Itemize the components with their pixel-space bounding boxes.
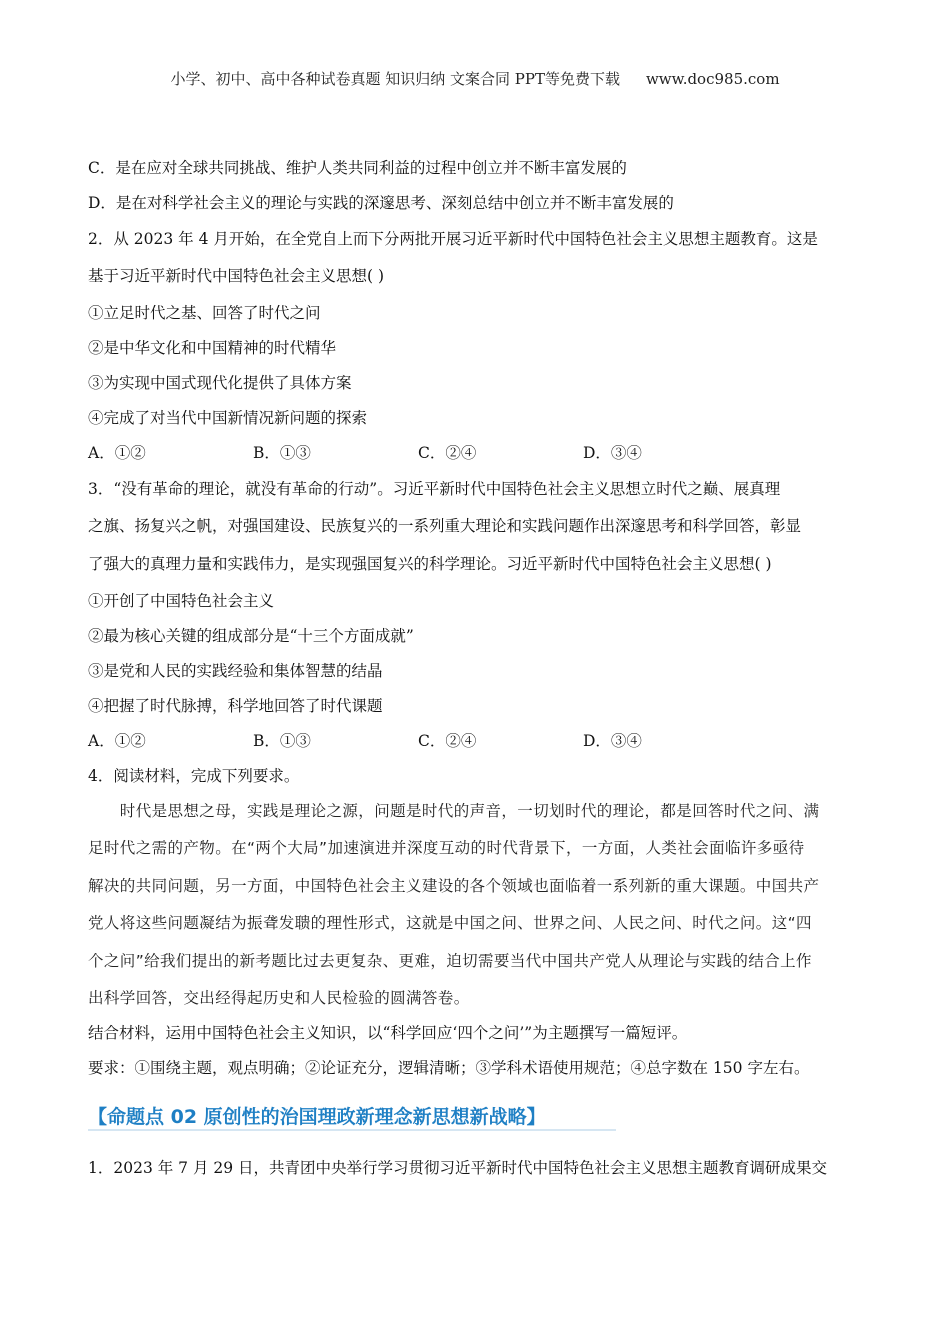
- q4-passage-line: 党人将这些问题凝结为振聋发聩的理性形式，这就是中国之问、世界之问、人民之问、时代之问。这“四: [88, 914, 812, 932]
- q2-item-1: ①立足时代之基、回答了时代之问: [88, 304, 321, 322]
- q3-item-4: ④把握了时代脉搏，科学地回答了时代课题: [88, 697, 383, 715]
- q3-stem-line-1: 3．“没有革命的理论，就没有革命的行动”。习近平新时代中国特色社会主义思想立时代之巅、展真理: [88, 480, 781, 498]
- next-question-stem: 1．2023 年 7 月 29 日，共青团中央举行学习贯彻习近平新时代中国特色社会主义思想主题教育调研成果交: [88, 1159, 828, 1177]
- q2-choice-b[interactable]: B．①③: [253, 444, 311, 462]
- q3-stem-line-2: 之旗、扬复兴之帆，对强国建设、民族复兴的一系列重大理论和实践问题作出深邃思考和科学回答，彰显: [88, 517, 802, 535]
- q3-item-3: ③是党和人民的实践经验和集体智慧的结晶: [88, 662, 383, 680]
- header-site-link[interactable]: www.doc985.com: [645, 70, 780, 88]
- q4-stem: 4．阅读材料，完成下列要求。: [88, 767, 300, 785]
- q2-choice-d[interactable]: D．③④: [583, 444, 642, 462]
- q1-option-d: D．是在对科学社会主义的理论与实践的深邃思考、深刻总结中创立并不断丰富发展的: [88, 194, 674, 212]
- q4-passage-line: 解决的共同问题，另一方面，中国特色社会主义建设的各个领域也面临着一系列新的重大课题。中国共产: [88, 877, 820, 895]
- q2-stem-line-2: 基于习近平新时代中国特色社会主义思想( ): [88, 267, 385, 285]
- q4-passage-line: 时代是思想之母，实践是理论之源，问题是时代的声音，一切划时代的理论，都是回答时代之问、满: [88, 802, 820, 820]
- q4-passage-line: 足时代之需的产物。在“两个大局”加速演进并深度互动的时代背景下，一方面，人类社会面临许多亟待: [88, 839, 805, 857]
- q2-item-4: ④完成了对当代中国新情况新问题的探索: [88, 409, 368, 427]
- q2-choice-a[interactable]: A．①②: [88, 444, 146, 462]
- q2-item-2: ②是中华文化和中国精神的时代精华: [88, 339, 337, 357]
- q4-passage-line: 个之问”给我们提出的新考题比过去更复杂、更难，迫切需要当代中国共产党人从理论与实践的结合上作: [88, 952, 812, 970]
- q2-choice-c[interactable]: C．②④: [418, 444, 477, 462]
- q3-choice-b[interactable]: B．①③: [253, 732, 311, 750]
- q3-choice-c[interactable]: C．②④: [418, 732, 477, 750]
- header-text: 小学、初中、高中各种试卷真题 知识归纳 文案合同 PPT等免费下载: [170, 70, 620, 88]
- q3-choice-a[interactable]: A．①②: [88, 732, 146, 750]
- q3-choice-d[interactable]: D．③④: [583, 732, 642, 750]
- q1-option-c: C．是在应对全球共同挑战、维护人类共同利益的过程中创立并不断丰富发展的: [88, 159, 627, 177]
- q3-stem-line-3: 了强大的真理力量和实践伟力，是实现强国复兴的科学理论。习近平新时代中国特色社会主义思想( ): [88, 555, 772, 573]
- q3-item-1: ①开创了中国特色社会主义: [88, 592, 275, 610]
- section-underline: [88, 1129, 616, 1131]
- q3-item-2: ②最为核心关键的组成部分是“十三个方面成就”: [88, 627, 414, 645]
- q4-requirements: 要求：①围绕主题，观点明确；②论证充分，逻辑清晰；③学科术语使用规范；④总字数在 150 字左右。: [88, 1059, 810, 1077]
- q2-item-3: ③为实现中国式现代化提供了具体方案: [88, 374, 352, 392]
- q4-task: 结合材料，运用中国特色社会主义知识，以“科学回应‘四个之问’”为主题撰写一篇短评。: [88, 1024, 688, 1042]
- q4-passage-line: 出科学回答，交出经得起历史和人民检验的圆满答卷。: [88, 989, 470, 1007]
- page-header: [0, 68, 950, 89]
- q2-stem-line-1: 2．从 2023 年 4 月开始，在全党自上而下分两批开展习近平新时代中国特色社会主义思想主题教育。这是: [88, 230, 818, 248]
- section-title: 【命题点 02 原创性的治国理政新理念新思想新战略】: [88, 1106, 546, 1128]
